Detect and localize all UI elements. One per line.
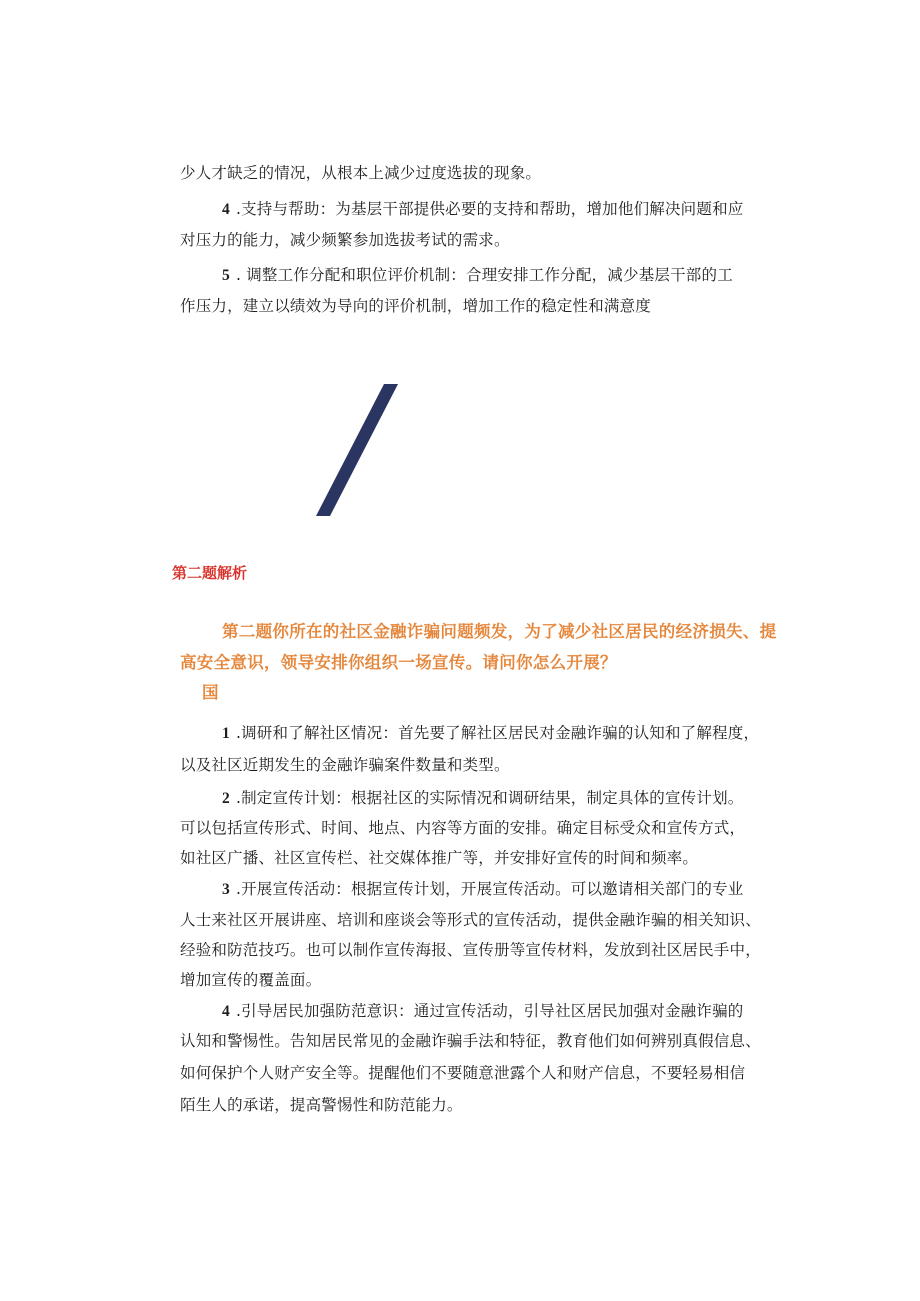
item-number: 2 (222, 790, 230, 807)
list-item-3 (222, 879, 743, 900)
list-item-5 (222, 265, 733, 286)
paragraph-line: 以及社区近期发生的金融诈骗案件数量和类型。 (180, 756, 510, 774)
paragraph-line: 人士来社区开展讲座、培训和座谈会等形式的宣传活动，提供金融诈骗的相关知识、 (180, 911, 761, 929)
paragraph-line: 如社区广播、社区宣传栏、社交媒体推广等，并安排好宣传的时间和频率。 (180, 849, 699, 867)
item-text: . 调整工作分配和职位评价机制：合理安排工作分配，减少基层干部的工 (235, 266, 733, 284)
item-number: 5 (222, 267, 230, 284)
item-number: 3 (222, 881, 230, 898)
item-text: .调研和了解社区情况：首先要了解社区居民对金融诈骗的认知和了解程度， (235, 724, 760, 742)
paragraph-line: 少人才缺乏的情况，从根本上减少过度选拔的现象。 (180, 164, 542, 182)
item-number: 1 (222, 725, 230, 742)
paragraph-line: 陌生人的承诺，提高警惕性和防范能力。 (180, 1096, 463, 1114)
item-text: .开展宣传活动：根据宣传计划，开展宣传活动。可以邀请相关部门的专业 (235, 880, 744, 898)
item-number: 4 (222, 201, 230, 218)
paragraph-line: 经验和防范技巧。也可以制作宣传海报、宣传册等宣传材料，发放到社区居民手中， (180, 941, 761, 959)
slash-shape (316, 384, 398, 516)
item-text: .制定宣传计划：根据社区的实际情况和调研结果，制定具体的宣传计划。 (235, 789, 744, 807)
paragraph-line: 如何保护个人财产安全等。提醒他们不要随意泄露个人和财产信息，不要轻易相信 (180, 1064, 746, 1082)
item-text: .引导居民加强防范意识：通过宣传活动，引导社区居民加强对金融诈骗的 (235, 1002, 744, 1020)
list-item-1 (222, 723, 759, 744)
paragraph-line: 认知和警惕性。告知居民常见的金融诈骗手法和特征，教育他们如何辨别真假信息、 (180, 1032, 761, 1050)
paragraph-line: 对压力的能力，减少频繁参加选拔考试的需求。 (180, 231, 510, 249)
paragraph-line: 作压力，建立以绩效为导向的评价机制，增加工作的稳定性和满意度 (180, 297, 652, 315)
item-text: .支持与帮助：为基层干部提供必要的支持和帮助，增加他们解决问题和应 (235, 200, 744, 218)
question-line: 第二题你所在的社区金融诈骗问题频发，为了减少社区居民的经济损失、提 (222, 622, 777, 641)
slash-graphic (310, 384, 405, 520)
answer-marker: 国 (202, 683, 219, 702)
item-number: 4 (222, 1003, 230, 1020)
list-item-4 (222, 199, 743, 220)
list-item-4b (222, 1001, 743, 1022)
question-line: 高安全意识，领导安排你组织一场宣传。请问你怎么开展？ (180, 653, 617, 672)
paragraph-line: 增加宣传的覆盖面。 (180, 971, 322, 989)
section-title: 第二题解析 (172, 564, 248, 582)
list-item-2 (222, 788, 743, 809)
paragraph-line: 可以包括宣传形式、时间、地点、内容等方面的安排。确定目标受众和宣传方式， (180, 819, 746, 837)
